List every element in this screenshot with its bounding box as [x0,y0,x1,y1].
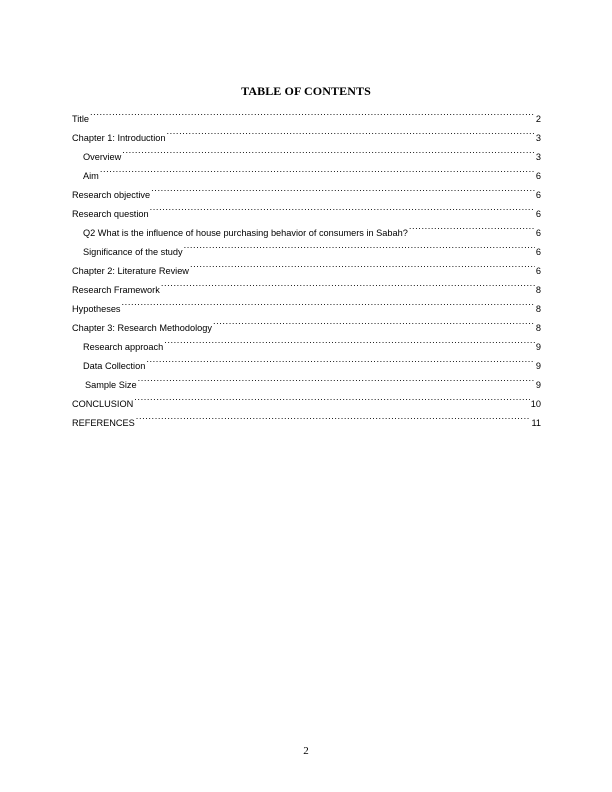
toc-entry-title[interactable] [72,103,541,122]
toc-dot-leader [190,255,535,274]
toc-entry-page: 8 [535,323,541,333]
toc-entry-page: 10 [530,399,541,409]
toc-entry-page: 2 [535,114,541,124]
toc-entry-text: Chapter 2: Literature Review [72,266,189,276]
toc-dot-leader [213,312,535,331]
toc-heading: TABLE OF CONTENTS [241,84,371,98]
toc-entry-research-objective[interactable] [72,179,541,198]
toc-entry-aim[interactable] [72,160,541,179]
toc-entry-page: 6 [535,228,541,238]
toc-entry-page: 6 [535,266,541,276]
toc-entry-text: Sample Size [85,380,137,390]
toc-entry-page: 3 [535,152,541,162]
toc-entry-text: Significance of the study [83,247,183,257]
toc-entry-chapter-1[interactable] [72,122,541,141]
toc-dot-leader [409,217,535,236]
toc-entry-page: 3 [535,133,541,143]
page-number: 2 [303,745,309,757]
toc-entry-text: Research objective [72,190,151,200]
toc-dot-leader [122,293,535,312]
toc-entry-page: 6 [535,247,541,257]
toc-dot-leader [150,198,535,217]
toc-dot-leader [136,407,531,426]
toc-entry-hypotheses[interactable] [72,293,541,312]
toc-dot-leader [138,369,535,388]
toc-entry-text: Research approach [83,342,164,352]
toc-dot-leader [134,388,530,407]
toc-entry-page: 8 [535,285,541,295]
toc-list [72,103,541,426]
toc-entry-text: Chapter 1: Introduction [72,133,166,143]
toc-entry-conclusion[interactable] [72,388,541,407]
toc-entry-text: Aim [83,171,99,181]
toc-dot-leader [146,350,535,369]
toc-entry-page: 6 [535,209,541,219]
toc-entry-page: 6 [535,171,541,181]
toc-entry-page: 6 [535,190,541,200]
toc-dot-leader [166,122,534,141]
toc-entry-text: Research question [72,209,149,219]
toc-entry-text: CONCLUSION [72,399,134,409]
toc-entry-page: 9 [535,361,541,371]
toc-entry-sample-size[interactable] [72,369,541,388]
toc-entry-text: Title [72,114,90,124]
toc-entry-text: Chapter 3: Research Methodology [72,323,212,333]
toc-dot-leader [184,236,535,255]
toc-entry-text: REFERENCES [72,418,135,428]
toc-dot-leader [151,179,535,198]
toc-entry-chapter-3[interactable] [72,312,541,331]
toc-entry-text: Data Collection [83,361,146,371]
toc-dot-leader [164,331,535,350]
toc-dot-leader [90,103,535,122]
toc-entry-page: 11 [531,418,541,428]
toc-entry-text: Q2 What is the influence of house purchasing behavior of consumers in Sabah? [83,228,408,238]
toc-entry-page: 8 [535,304,541,314]
toc-entry-text: Overview [83,152,122,162]
toc-dot-leader [100,160,535,179]
toc-dot-leader [122,141,535,160]
toc-entry-text: Hypotheses [72,304,121,314]
toc-entry-overview[interactable] [72,141,541,160]
toc-entry-references[interactable] [72,407,541,426]
toc-entry-page: 9 [535,380,541,390]
toc-entry-text: Research Framework [72,285,160,295]
toc-entry-page: 9 [535,342,541,352]
toc-dot-leader [161,274,535,293]
